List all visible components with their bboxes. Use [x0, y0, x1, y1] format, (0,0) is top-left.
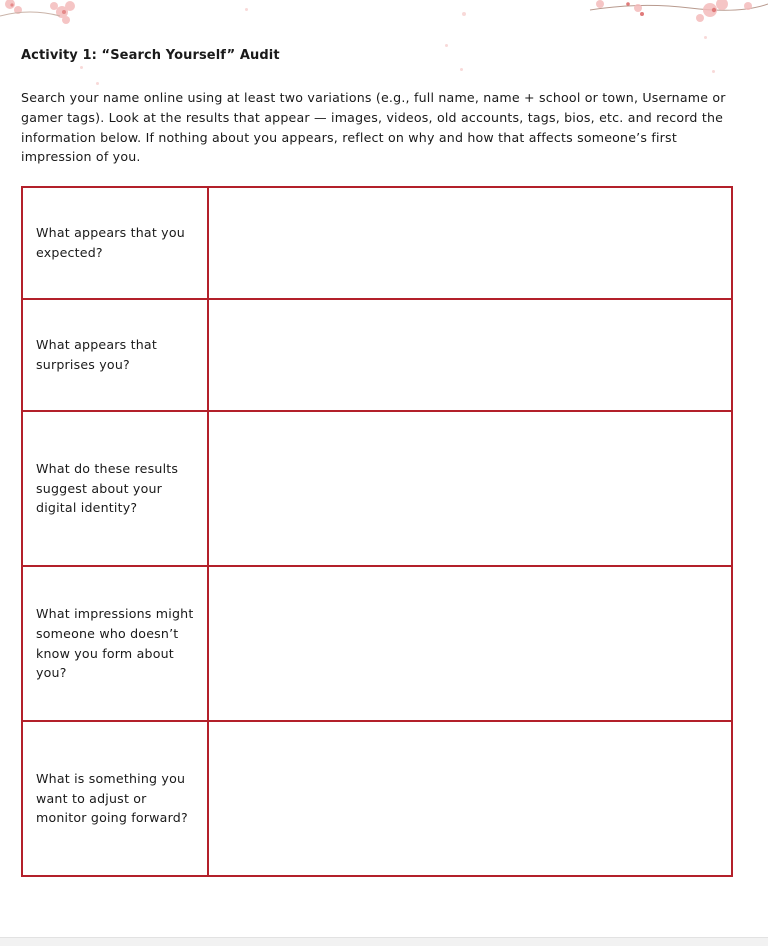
question-cell: What impressions might someone who doesn’t know you form about you? — [22, 566, 208, 721]
table-row — [22, 299, 732, 411]
petal-decoration — [712, 70, 715, 73]
question-cell: What appears that surprises you? — [22, 299, 208, 411]
answer-cell[interactable] — [208, 299, 732, 411]
question-cell: What appears that you expected? — [22, 187, 208, 299]
petal-decoration — [704, 36, 707, 39]
answer-cell[interactable] — [208, 566, 732, 721]
activity-title: Activity 1: “Search Yourself” Audit — [21, 48, 280, 63]
viewer-bottom-bar — [0, 937, 768, 946]
cherry-blossom-left-decoration — [0, 0, 110, 40]
petal-decoration — [245, 8, 248, 11]
petal-decoration — [80, 66, 83, 69]
question-cell: What do these results suggest about your digital identity? — [22, 411, 208, 566]
audit-table — [21, 186, 733, 877]
answer-cell[interactable] — [208, 411, 732, 566]
table-row — [22, 566, 732, 721]
answer-cell[interactable] — [208, 721, 732, 876]
table-row — [22, 721, 732, 876]
petal-decoration — [445, 44, 448, 47]
table-row — [22, 411, 732, 566]
activity-instructions: Search your name online using at least two variations (e.g., full name, name + school or town, Username or gamer tags). Look at the results that appear — images, videos, old accounts, tags, bios, etc. and record the information below. If nothing about you appears, reflect on why and how that affects someone’s first impression of you. — [21, 90, 726, 165]
table-row — [22, 187, 732, 299]
answer-cell[interactable] — [208, 187, 732, 299]
petal-decoration — [462, 12, 466, 16]
petal-decoration — [460, 68, 463, 71]
question-cell: What is something you want to adjust or monitor going forward? — [22, 721, 208, 876]
cherry-blossom-right-decoration — [580, 0, 768, 40]
petal-decoration — [96, 82, 99, 85]
